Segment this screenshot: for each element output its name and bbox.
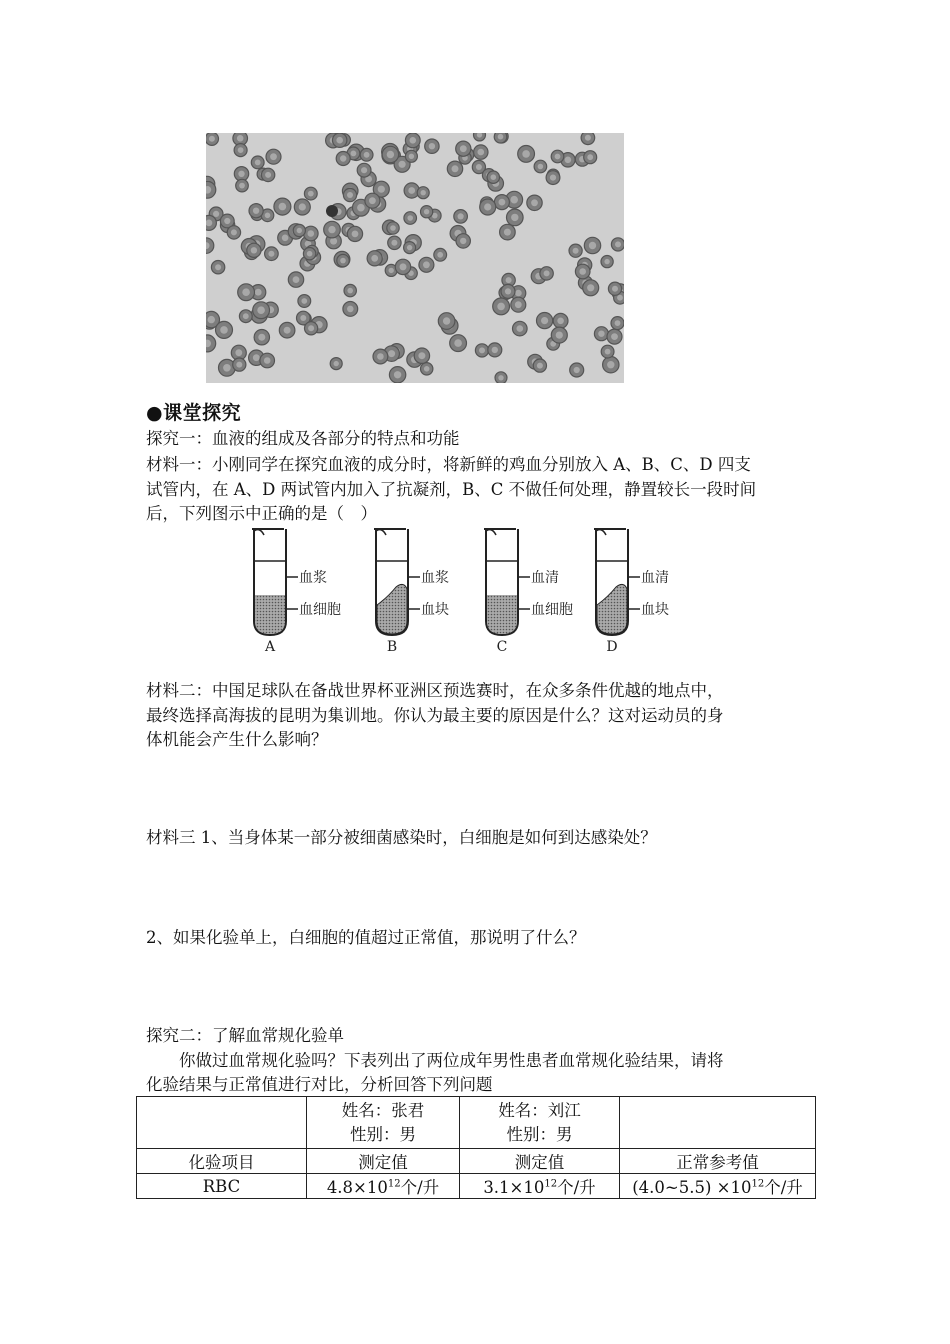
- red-blood-cell: [475, 344, 488, 357]
- inquiry2-intro-line2: 化验结果与正常值进行对比，分析回答下列问题: [146, 1075, 493, 1094]
- red-blood-cell: [324, 221, 341, 238]
- tube-b: [374, 529, 420, 635]
- red-blood-cell: [454, 210, 468, 224]
- tube-d-top-label: 血清: [641, 570, 669, 586]
- red-blood-cell: [395, 259, 410, 274]
- red-blood-cell: [493, 298, 510, 315]
- material3-question1: 材料三 1、当身体某一部分被细菌感染时，白细胞是如何到达感染处？: [146, 828, 657, 847]
- material2-line3: 体机能会产生什么影响？: [146, 730, 328, 749]
- red-blood-cell: [487, 171, 499, 183]
- table-row: [137, 1174, 816, 1199]
- red-blood-cell: [333, 133, 347, 147]
- tube-c-top-label: 血清: [531, 570, 559, 586]
- red-blood-cell: [434, 248, 447, 261]
- red-blood-cell: [405, 133, 420, 148]
- red-blood-cell: [303, 248, 315, 260]
- red-blood-cell: [447, 161, 462, 176]
- test-tube-diagram: [238, 523, 690, 655]
- red-blood-cell: [239, 310, 252, 323]
- red-blood-cell: [569, 244, 582, 257]
- red-blood-cell: [611, 238, 624, 251]
- material3-question2: 2、如果化验单上，白细胞的值超过正常值，那说明了什么？: [146, 928, 586, 947]
- red-blood-cell: [421, 363, 433, 375]
- row-item-rbc: RBC: [137, 1174, 307, 1199]
- red-blood-cell: [494, 133, 507, 143]
- red-blood-cell: [388, 236, 401, 249]
- blood-smear-photo: [206, 133, 624, 383]
- tube-b-bottom-label: 血块: [421, 602, 449, 618]
- table-header-row-columns: [137, 1149, 816, 1174]
- red-blood-cell: [206, 215, 216, 230]
- red-blood-cell: [511, 297, 526, 312]
- red-blood-cell: [253, 302, 270, 319]
- tube-a: [252, 529, 298, 635]
- tube-b-top-label: 血浆: [421, 570, 449, 586]
- red-blood-cell: [288, 272, 303, 287]
- red-blood-cell: [206, 335, 216, 352]
- red-blood-cell: [344, 284, 356, 296]
- red-blood-cell: [594, 327, 608, 341]
- red-blood-cell: [581, 133, 595, 145]
- red-blood-cell: [365, 193, 380, 208]
- red-blood-cell: [360, 148, 373, 161]
- p2-rbc-value: $3.1\times 10^{12}$个/升: [460, 1174, 620, 1199]
- red-blood-cell: [260, 353, 275, 368]
- red-blood-cell: [251, 156, 264, 169]
- red-blood-cell: [551, 327, 567, 343]
- red-blood-cell: [500, 224, 516, 240]
- section-heading: ●课堂探究: [146, 402, 242, 424]
- red-blood-cell: [537, 313, 553, 329]
- inquiry1-title: 探究一：血液的组成及各部分的特点和功能: [146, 429, 460, 448]
- red-blood-cell: [584, 237, 600, 253]
- tube-c-letter: C: [496, 639, 508, 655]
- red-blood-cell: [501, 284, 515, 298]
- red-blood-cell: [513, 321, 528, 336]
- red-blood-cell: [305, 322, 318, 335]
- patient1-cell: [307, 1097, 460, 1149]
- red-blood-cell: [234, 144, 247, 157]
- red-blood-cell: [474, 145, 488, 159]
- red-blood-cell: [347, 226, 362, 241]
- red-blood-cell: [387, 222, 399, 234]
- red-blood-cell: [261, 168, 274, 181]
- red-blood-cell: [330, 358, 342, 370]
- red-blood-cell: [238, 284, 255, 301]
- blood-test-table: [136, 1096, 816, 1199]
- red-blood-cell: [417, 187, 429, 199]
- red-blood-cell: [211, 261, 224, 274]
- red-blood-cell: [494, 195, 509, 210]
- red-blood-cell: [488, 343, 502, 357]
- patient2-name: 姓名：刘江: [498, 1100, 581, 1120]
- tube-a-bottom-label: 血细胞: [299, 602, 341, 618]
- tube-b-letter: B: [386, 639, 398, 655]
- red-blood-cell: [611, 317, 624, 330]
- red-blood-cell: [533, 359, 546, 372]
- red-blood-cell: [518, 146, 535, 163]
- tube-d: [594, 529, 640, 635]
- red-blood-cell: [546, 171, 560, 185]
- red-blood-cell: [382, 146, 398, 162]
- red-blood-cell: [254, 330, 269, 345]
- red-blood-cell: [474, 133, 486, 141]
- red-blood-cell: [227, 226, 240, 239]
- red-blood-cell: [575, 264, 590, 279]
- red-blood-cell: [414, 348, 429, 363]
- red-blood-cell: [601, 345, 614, 358]
- material1-line3: 后，下列图示中正确的是（ ）: [146, 504, 377, 523]
- red-blood-cell: [405, 150, 417, 162]
- red-blood-cell: [304, 187, 317, 200]
- patient2-gender: 性别：男: [506, 1124, 573, 1144]
- table-header-row-patients: [137, 1097, 816, 1149]
- red-blood-cell: [247, 243, 261, 257]
- inquiry2-title: 探究二：了解血常规化验单: [146, 1026, 344, 1045]
- red-blood-cell: [583, 280, 599, 296]
- tube-a-top-label: 血浆: [299, 570, 327, 586]
- red-blood-cell: [293, 224, 305, 236]
- patient2-cell: [460, 1097, 620, 1149]
- red-blood-cell: [495, 372, 507, 383]
- red-blood-cell: [294, 199, 310, 215]
- red-blood-cell: [304, 226, 319, 241]
- tube-d-letter: D: [606, 639, 618, 655]
- red-blood-cell: [570, 363, 584, 377]
- tube-a-letter: A: [264, 639, 276, 655]
- col-item-header: 化验项目: [137, 1149, 307, 1174]
- red-blood-cell: [607, 329, 622, 344]
- red-blood-cell: [206, 133, 219, 145]
- material1-line2: 试管内，在 A、D 两试管内加入了抗凝剂，B、C 不做任何处理，静置较长一段时间: [146, 480, 757, 499]
- red-blood-cell: [603, 357, 619, 373]
- red-blood-cell: [373, 349, 388, 364]
- patient1-name: 姓名：张君: [341, 1100, 425, 1120]
- red-blood-cell: [551, 150, 564, 163]
- red-blood-cell: [367, 251, 382, 266]
- red-blood-cell: [216, 321, 233, 338]
- red-blood-cell: [279, 322, 295, 338]
- red-blood-cell: [450, 335, 467, 352]
- red-blood-cell: [404, 242, 416, 254]
- red-blood-cell: [389, 367, 405, 383]
- tube-c: [484, 529, 530, 635]
- red-blood-cell: [507, 209, 524, 226]
- red-blood-cell: [357, 163, 371, 177]
- red-blood-cell: [206, 238, 214, 254]
- white-blood-cell: [326, 205, 338, 217]
- material1-line1: 材料一：小刚同学在探究血液的成分时，将新鲜的鸡血分别放入 A、B、C、D 四支: [146, 455, 751, 474]
- table-cell-empty: [620, 1097, 816, 1149]
- col-measured-header-1: 测定值: [307, 1149, 460, 1174]
- red-blood-cell: [480, 199, 496, 215]
- col-reference-header: 正常参考值: [620, 1149, 816, 1174]
- red-blood-cell: [249, 204, 263, 218]
- tube-c-bottom-label: 血细胞: [531, 602, 573, 618]
- red-blood-cell: [298, 295, 311, 308]
- red-blood-cell: [601, 256, 613, 268]
- red-blood-cell: [456, 141, 471, 156]
- col-measured-header-2: 测定值: [460, 1149, 620, 1174]
- patient1-gender: 性别：男: [350, 1124, 416, 1144]
- red-blood-cell: [540, 267, 553, 280]
- red-blood-cell: [419, 257, 434, 272]
- red-blood-cell: [534, 160, 547, 173]
- red-blood-cell: [337, 254, 349, 266]
- red-blood-cell: [421, 206, 433, 218]
- blood-cells-graphic: [206, 133, 624, 383]
- red-blood-cell: [553, 313, 568, 328]
- red-blood-cell: [456, 234, 470, 248]
- red-blood-cell: [274, 198, 291, 215]
- table-cell-empty: [137, 1097, 307, 1149]
- red-blood-cell: [343, 302, 358, 317]
- red-blood-cell: [266, 149, 281, 164]
- p1-rbc-value: $4.8\times 10^{12}$个/升: [307, 1174, 460, 1199]
- red-blood-cell: [236, 179, 249, 192]
- red-blood-cell: [336, 152, 350, 166]
- red-blood-cell: [438, 313, 455, 330]
- red-blood-cell: [608, 282, 621, 295]
- inquiry2-intro-line1: 你做过血常规化验吗？下表列出了两位成年男性患者血常规化验结果，请将: [146, 1051, 724, 1070]
- material2-line1: 材料二：中国足球队在备战世界杯亚洲区预选赛时，在众多条件优越的地点中，: [146, 681, 724, 700]
- tube-d-bottom-label: 血块: [641, 602, 669, 618]
- red-blood-cell: [527, 195, 542, 210]
- material2-line2: 最终选择高海拔的昆明为集训地。你认为最主要的原因是什么？这对运动员的身: [146, 706, 724, 725]
- red-blood-cell: [343, 188, 356, 201]
- red-blood-cell: [233, 358, 246, 371]
- red-blood-cell: [404, 212, 417, 225]
- rbc-reference-value: (4.0~5.5) $\times 10^{12}$个/升: [620, 1174, 816, 1199]
- red-blood-cell: [425, 139, 439, 153]
- red-blood-cell: [265, 247, 279, 261]
- red-blood-cell: [584, 151, 597, 164]
